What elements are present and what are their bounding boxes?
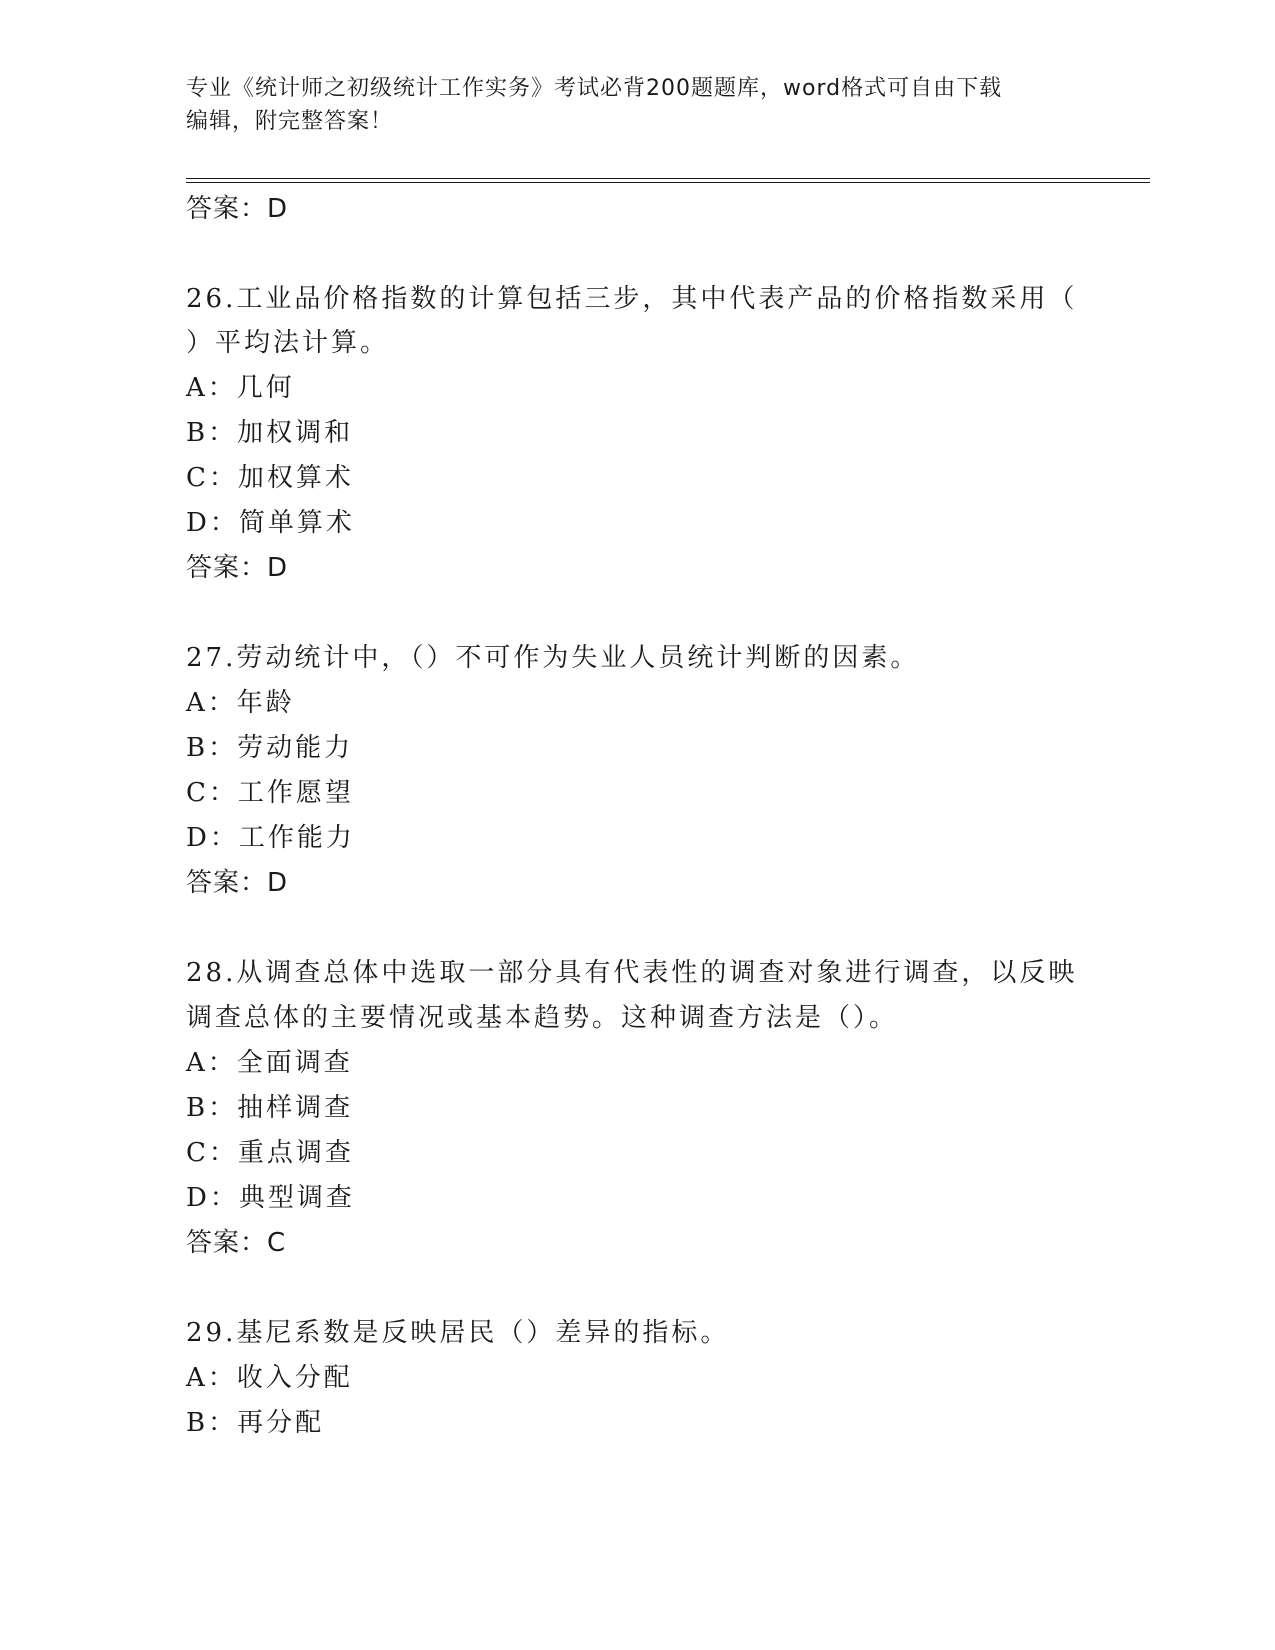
question-27-option-a: A：年龄 [186,688,295,718]
previous-answer: 答案：D [186,194,289,224]
question-26-option-b: B：加权调和 [186,418,354,448]
page-header [186,72,1086,138]
question-27-stem-line-1: 27.劳动统计中，（）不可作为失业人员统计判断的因素。 [186,643,920,673]
question-27-option-b: B：劳动能力 [186,733,354,763]
question-26-stem-line-1: 26.工业品价格指数的计算包括三步，其中代表产品的价格指数采用（ [186,284,1078,314]
question-27-option-d: D：工作能力 [186,823,355,853]
question-27-option-c: C：工作愿望 [186,778,354,808]
question-28-stem-line-2: 调查总体的主要情况或基本趋势。这种调查方法是（）。 [186,1003,899,1033]
question-29-option-a: A：收入分配 [186,1363,353,1393]
question-29-stem-line-1: 29.基尼系数是反映居民（）差异的指标。 [186,1318,730,1348]
question-29-option-b: B：再分配 [186,1408,325,1438]
question-26-stem-line-2: ）平均法计算。 [186,328,390,358]
question-28-option-b: B：抽样调查 [186,1093,354,1123]
question-28-stem-line-1: 28.从调查总体中选取一部分具有代表性的调查对象进行调查，以反映 [186,958,1078,988]
question-28-option-d: D：典型调查 [186,1183,355,1213]
question-26-option-a: A：几何 [186,373,295,403]
question-28-option-c: C：重点调查 [186,1138,354,1168]
header-rule-top [186,178,1150,179]
header-rule-bottom [186,182,1150,183]
question-26-option-c: C：加权算术 [186,463,354,493]
question-26-option-d: D：简单算术 [186,508,355,538]
question-28-option-a: A：全面调查 [186,1048,353,1078]
question-28-answer: 答案：C [186,1228,287,1258]
question-26-answer: 答案：D [186,553,289,583]
header-line-2: 编辑，附完整答案！ [186,109,394,134]
header-line-1: 专业《统计师之初级统计工作实务》考试必背200题题库，word格式可自由下载 [186,76,1003,101]
question-27-answer: 答案：D [186,868,289,898]
